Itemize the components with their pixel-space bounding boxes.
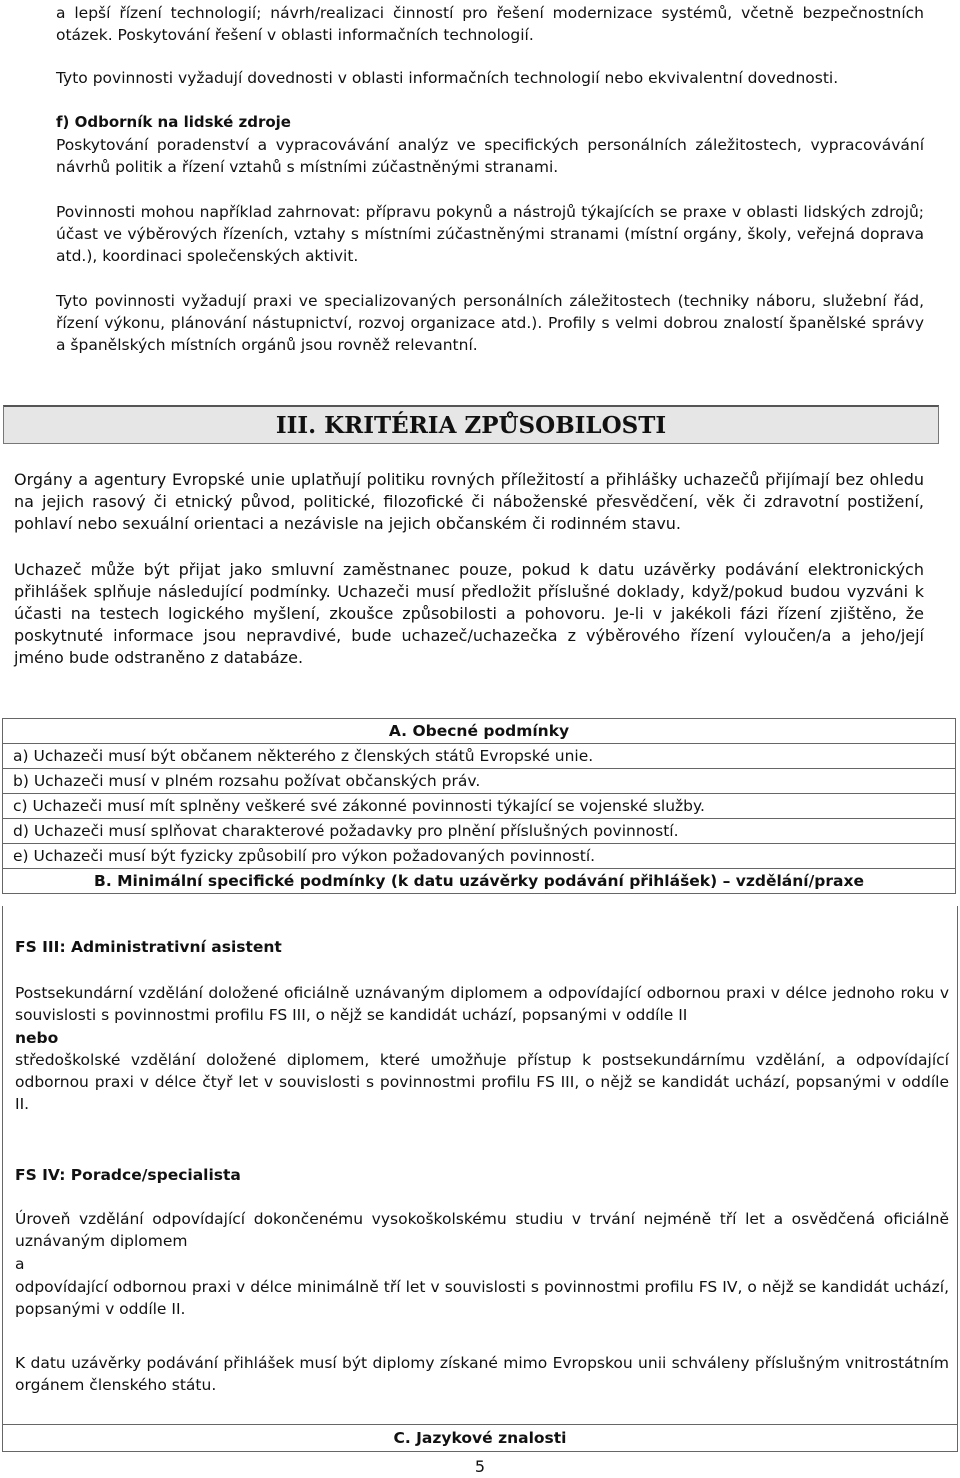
fs4-and: a — [15, 1255, 25, 1273]
condition-row: d) Uchazeči musí splňovat charakterové požadavky pro plnění příslušných povinností. — [3, 819, 956, 844]
condition-row: a) Uchazeči musí být občanem některého z členských států Evropské unie. — [3, 744, 956, 769]
condition-row: b) Uchazeči musí v plném rozsahu požívat občanských práv. — [3, 769, 956, 794]
section-e-text: a lepší řízení technologií; návrh/realizaci činností pro řešení modernizace systémů, včetně bezpečnostních otázek. Poskytování řešení v oblasti informačních technologií. — [56, 4, 924, 44]
fs3-text1: Postsekundární vzdělání doložené oficiálně uznávaným diplomem a odpovídající odbornou praxi v délce jednoho roku v souvislosti s povinnostmi profilu FS III, o nějž se kandidát uchází, popsanými v oddíle II — [15, 984, 949, 1024]
section-f-heading: f) Odborník na lidské zdroje — [56, 113, 291, 131]
specific-conditions-heading: B. Minimální specifické podmínky (k datu uzávěrky podávání přihlášek) – vzdělání/praxe — [3, 869, 956, 894]
fs4-text2: odpovídající odbornou praxi v délce minimálně tří let v souvislosti s povinnostmi profilu FS IV, o nějž se kandidát uchází, popsanými v oddíle II. — [15, 1278, 949, 1318]
criteria-title-banner: III. KRITÉRIA ZPŮSOBILOSTI — [3, 405, 939, 444]
criteria-para2: Uchazeč může být přijat jako smluvní zaměstnanec pouze, pokud k datu uzávěrky podávání elektronických přihlášek splňuje následující podmínky. Uchazeči musí předložit příslušné doklady, když/pokud budou vyzváni k účasti na testech logického myšlení, zkoušce způsobilosti a pohovoru. Je-li v jakékoli fázi řízení zjištěno, že poskytnuté informace jsou nepravdivé, bude uchazeč/uchazečka z výběrového řízení vyloučen/a a jeho/její jméno bude odstraněno z databáze. — [14, 560, 924, 667]
condition-row: e) Uchazeči musí být fyzicky způsobilí pro výkon požadovaných povinností. — [3, 844, 956, 869]
fs4-text3: K datu uzávěrky podávání přihlášek musí být diplomy získané mimo Evropskou unii schváleny příslušným vnitrostátním orgánem členského státu. — [15, 1354, 949, 1394]
language-heading: C. Jazykové znalosti — [2, 1424, 958, 1452]
condition-row: c) Uchazeči musí mít splněny veškeré své zákonné povinnosti týkající se vojenské služby. — [3, 794, 956, 819]
education-experience-box — [2, 906, 958, 1425]
general-conditions-heading: A. Obecné podmínky — [3, 719, 956, 744]
page-number: 5 — [474, 1457, 486, 1476]
fs4-title: FS IV: Poradce/specialista — [15, 1166, 241, 1184]
section-f-para2: Povinnosti mohou například zahrnovat: přípravu pokynů a nástrojů týkajících se praxe v oblasti lidských zdrojů; účast ve výběrových řízeních, vztahy s místními zúčastněnými stranami (místní orgány, školy, veřejná doprava atd.), koordinaci společenských aktivit. — [56, 203, 924, 265]
section-f-para3: Tyto povinnosti vyžadují praxi ve specializovaných personálních záležitostech (techniky náboru, služební řád, řízení výkonu, plánování nástupnictví, rozvoj organizace atd.). Profily s velmi dobrou znalostí španělské správy a španělských místních orgánů jsou rovněž relevantní. — [56, 292, 924, 354]
fs3-or: nebo — [15, 1029, 59, 1047]
fs3-title: FS III: Administrativní asistent — [15, 938, 282, 956]
section-e-skills: Tyto povinnosti vyžadují dovednosti v oblasti informačních technologií nebo ekvivalentní dovednosti. — [56, 69, 839, 87]
fs3-text2: středoškolské vzdělání doložené diplomem, které umožňuje přístup k postsekundárnímu vzdělání, a odpovídající odbornou praxi v délce čtyř let v souvislosti s povinnostmi profilu FS III, o nějž se kandidát uchází, popsanými v oddíle II. — [15, 1051, 949, 1113]
conditions-table — [2, 718, 956, 894]
fs4-text1: Úroveň vzdělání odpovídající dokončenému vysokoškolskému studiu v trvání nejméně tří let a osvědčená oficiálně uznávaným diplomem — [15, 1210, 949, 1250]
criteria-para1: Orgány a agentury Evropské unie uplatňují politiku rovných příležitostí a přihlášky uchazečů přijímají bez ohledu na jejich rasový či etnický původ, politické, filozofické či náboženské přesvědčení, věk či zdravotní postižení, pohlaví nebo sexuální orientaci a nezávisle na jejich občanském či rodinném stavu. — [14, 470, 924, 533]
section-f-para1: Poskytování poradenství a vypracovávání analýz ve specifických personálních záležitostech, vypracovávání návrhů politik a řízení vztahů s místními zúčastněnými stranami. — [56, 136, 924, 176]
